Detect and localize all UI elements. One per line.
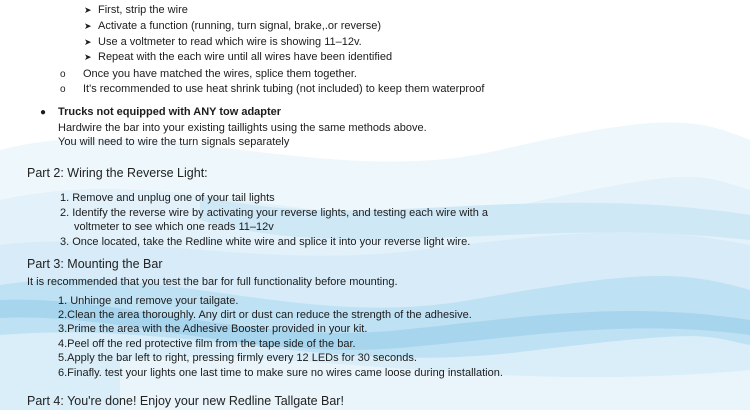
- circle-item: o Once you have matched the wires, splice them together.: [60, 68, 357, 80]
- circle-bullet-icon: o: [60, 69, 66, 80]
- list-item: 3.Prime the area with the Adhesive Booster provided in your kit.: [58, 323, 368, 335]
- part3-intro: It is recommended that you test the bar for full functionality before mounting.: [27, 276, 398, 288]
- step-item: ➤ Use a voltmeter to read which wire is showing 11–12v.: [84, 36, 362, 48]
- arrow-bullet-icon: ➤: [84, 52, 92, 62]
- arrow-bullet-icon: ➤: [84, 5, 92, 15]
- trucks-line: You will need to wire the turn signals separately: [58, 136, 290, 148]
- list-item: 1. Unhinge and remove your tailgate.: [58, 295, 239, 307]
- list-item: 3. Once located, take the Redline white wire and splice it into your reverse light wire.: [60, 236, 471, 248]
- part2-heading: Part 2: Wiring the Reverse Light:: [27, 166, 208, 180]
- part3-heading: Part 3: Mounting the Bar: [27, 257, 163, 271]
- trucks-line: Hardwire the bar into your existing taillights using the same methods above.: [58, 122, 427, 134]
- trucks-heading: ● Trucks not equipped with ANY tow adapter: [40, 106, 282, 118]
- circle-bullet-icon: o: [60, 84, 66, 95]
- list-item: 6.Finafly. test your lights one last time to make sure no wires came loose during installation.: [58, 367, 503, 379]
- arrow-bullet-icon: ➤: [84, 37, 92, 47]
- dot-bullet-icon: ●: [40, 107, 47, 118]
- step-item: ➤ First, strip the wire: [84, 4, 188, 16]
- list-item: 1. Remove and unplug one of your tail lights: [60, 192, 275, 204]
- list-item: 2.Clean the area thoroughly. Any dirt or dust can reduce the strength of the adhesive.: [58, 309, 472, 321]
- list-item: 2. Identify the reverse wire by activating your reverse lights, and testing each wire with a: [60, 207, 488, 219]
- list-item: 4.Peel off the red protective film from the tape side of the bar.: [58, 338, 356, 350]
- list-item: 5.Apply the bar left to right, pressing firmly every 12 LEDs for 30 seconds.: [58, 352, 417, 364]
- circle-item: o It's recommended to use heat shrink tubing (not included) to keep them waterproof: [60, 83, 485, 95]
- step-item: ➤ Repeat with the each wire until all wires have been identified: [84, 51, 393, 63]
- arrow-bullet-icon: ➤: [84, 21, 92, 31]
- list-item-continuation: voltmeter to see which one reads 11–12v: [74, 221, 274, 233]
- step-item: ➤ Activate a function (running, turn signal, brake,.or reverse): [84, 20, 382, 32]
- part4-heading: Part 4: You're done! Enjoy your new Redline Tallgate Bar!: [27, 394, 344, 408]
